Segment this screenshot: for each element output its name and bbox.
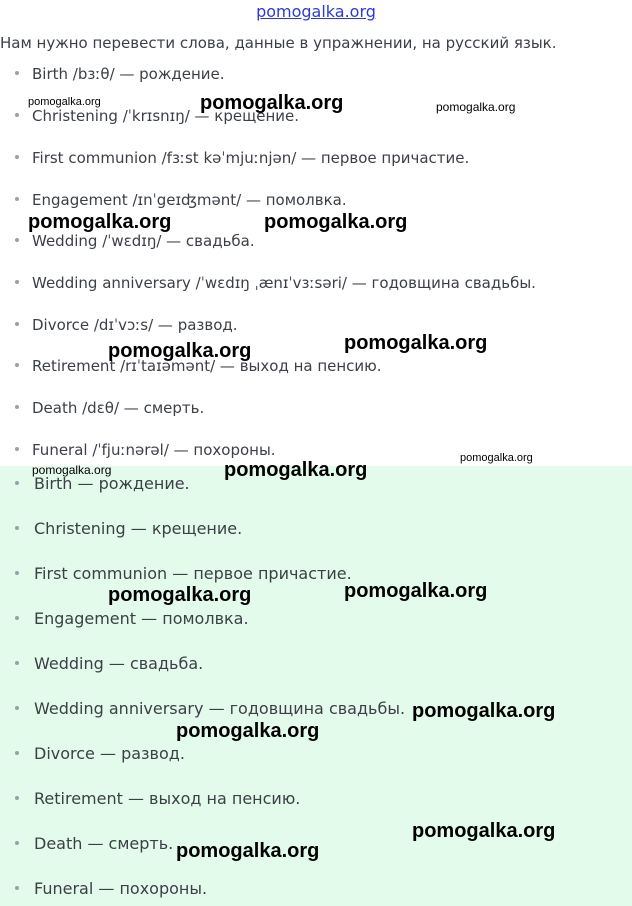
- watermark: pomogalka.org: [108, 584, 252, 606]
- bullet-icon: [15, 238, 19, 242]
- task-intro: Нам нужно перевести слова, данные в упражнении, на русский язык.: [0, 34, 557, 52]
- list-item: Engagement /ɪnˈgeɪʤmənt/ — помолвка.: [15, 191, 347, 209]
- bullet-icon: [15, 571, 19, 575]
- bullet-icon: [15, 197, 19, 201]
- bullet-icon: [15, 661, 19, 665]
- list-item: Retirement /rɪˈtaɪəmənt/ — выход на пенсию.: [15, 357, 382, 375]
- list-item: Wedding /ˈwɛdɪŋ/ — свадьба.: [15, 232, 255, 250]
- bullet-icon: [15, 405, 19, 409]
- bullet-icon: [15, 322, 19, 326]
- list-item: Funeral — похороны.: [15, 879, 207, 898]
- watermark: pomogalka.org: [344, 580, 488, 602]
- list-item: First communion — первое причастие.: [15, 564, 352, 583]
- list-item: Funeral /ˈfjuːnərəl/ — похороны.: [15, 441, 276, 459]
- bullet-icon: [15, 113, 19, 117]
- bullet-icon: [15, 706, 19, 710]
- list-item: Birth — рождение.: [15, 474, 190, 493]
- bullet-icon: [15, 841, 19, 845]
- bullet-icon: [15, 751, 19, 755]
- watermark: pomogalka.org: [200, 92, 344, 114]
- bullet-icon: [15, 363, 19, 367]
- watermark: pomogalka.org: [460, 452, 533, 464]
- list-item: Birth /bɜːθ/ — рождение.: [15, 65, 225, 83]
- list-item: Christening /ˈkrɪsnɪŋ/ — крещение.: [15, 107, 299, 125]
- bullet-icon: [15, 886, 19, 890]
- bullet-icon: [15, 481, 19, 485]
- bullet-icon: [15, 796, 19, 800]
- watermark: pomogalka.org: [264, 211, 408, 233]
- list-item: Divorce /dɪˈvɔːs/ — развод.: [15, 316, 238, 334]
- watermark: pomogalka.org: [436, 100, 516, 114]
- list-item: Divorce — развод.: [15, 744, 185, 763]
- watermark: pomogalka.org: [412, 700, 556, 722]
- bullet-icon: [15, 526, 19, 530]
- list-item: Engagement — помолвка.: [15, 609, 249, 628]
- site-header-link[interactable]: pomogalka.org: [256, 2, 376, 21]
- bullet-icon: [15, 155, 19, 159]
- bullet-icon: [15, 616, 19, 620]
- list-item: Wedding — свадьба.: [15, 654, 203, 673]
- list-item: Wedding anniversary /ˈwɛdɪŋ ˌænɪˈvɜːsəri/ — годовщина свадьбы.: [15, 274, 536, 292]
- watermark: pomogalka.org: [412, 820, 556, 842]
- list-item: Death /dɛθ/ — смерть.: [15, 399, 204, 417]
- bullet-icon: [15, 447, 19, 451]
- watermark: pomogalka.org: [176, 840, 320, 862]
- bullet-icon: [15, 71, 19, 75]
- list-item: First communion /fɜːst kəˈmjuːnjən/ — первое причастие.: [15, 149, 469, 167]
- watermark: pomogalka.org: [176, 720, 320, 742]
- watermark: pomogalka.org: [28, 211, 172, 233]
- list-item: Christening — крещение.: [15, 519, 242, 538]
- bullet-icon: [15, 280, 19, 284]
- list-item: Wedding anniversary — годовщина свадьбы.: [15, 699, 405, 718]
- watermark: pomogalka.org: [224, 459, 368, 481]
- watermark: pomogalka.org: [28, 96, 101, 108]
- list-item: Death — смерть.: [15, 834, 173, 853]
- watermark: pomogalka.org: [344, 332, 488, 354]
- watermark: pomogalka.org: [32, 463, 112, 477]
- list-item: Retirement — выход на пенсию.: [15, 789, 300, 808]
- watermark: pomogalka.org: [108, 340, 252, 362]
